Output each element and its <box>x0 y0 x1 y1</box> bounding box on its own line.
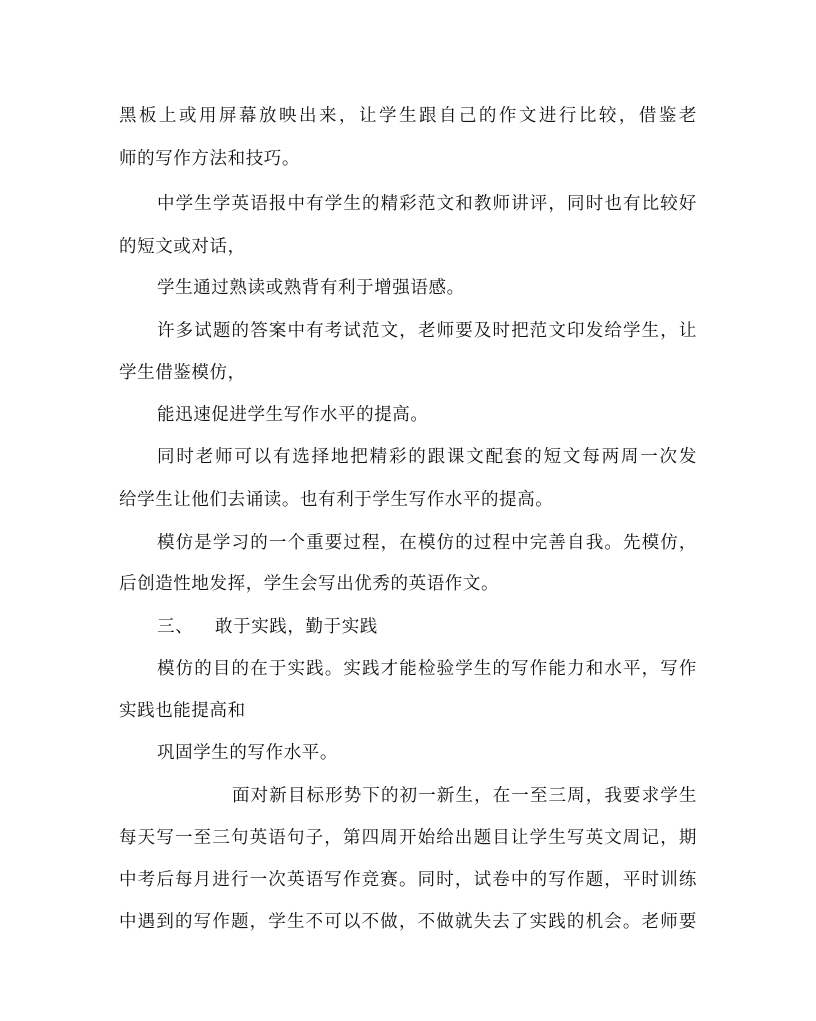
paragraph-line: 巩固学生的写作水平。 <box>157 743 338 763</box>
paragraph-line: 模仿是学习的一个重要过程，在模仿的过程中完善自我。先模仿， <box>157 533 697 553</box>
paragraph-line: 学生借鉴模仿， <box>119 363 246 383</box>
paragraph-line: 师的写作方法和技巧。 <box>119 149 300 169</box>
section-heading-title: 敢于实践，勤于实践 <box>215 617 378 637</box>
section-heading-number: 三、 <box>157 617 194 637</box>
paragraph-line: 黑板上或用屏幕放映出来，让学生跟自己的作文进行比较，借鉴老 <box>119 106 697 126</box>
paragraph-line: 后创造性地发挥，学生会写出优秀的英语作文。 <box>119 574 500 594</box>
paragraph-line: 学生通过熟读或熟背有利于增强语感。 <box>157 278 465 298</box>
paragraph-line: 同时老师可以有选择地把精彩的跟课文配套的短文每两周一次发 <box>157 447 697 467</box>
paragraph-line: 的短文或对话， <box>119 237 246 257</box>
paragraph-line: 每天写一至三句英语句子，第四周开始给出题目让学生写英文周记，期 <box>119 828 697 848</box>
paragraph-line: 能迅速促进学生写作水平的提高。 <box>157 405 429 425</box>
section-heading <box>157 615 378 639</box>
paragraph-line: 模仿的目的在于实践。实践才能检验学生的写作能力和水平，写作 <box>157 659 697 679</box>
paragraph-line: 中学生学英语报中有学生的精彩范文和教师讲评，同时也有比较好 <box>157 194 697 214</box>
paragraph-line: 给学生让他们去诵读。也有利于学生写作水平的提高。 <box>119 490 554 510</box>
paragraph-line: 中考后每月进行一次英语写作竞赛。同时，试卷中的写作题，平时训练 <box>119 870 697 890</box>
paragraph-line: 实践也能提高和 <box>119 701 246 721</box>
paragraph-line: 许多试题的答案中有考试范文，老师要及时把范文印发给学生，让 <box>157 321 697 341</box>
paragraph-line: 面对新目标形势下的初一新生，在一至三周，我要求学生 <box>232 786 697 806</box>
paragraph-line: 中遇到的写作题，学生不可以不做，不做就失去了实践的机会。老师要 <box>119 912 697 932</box>
